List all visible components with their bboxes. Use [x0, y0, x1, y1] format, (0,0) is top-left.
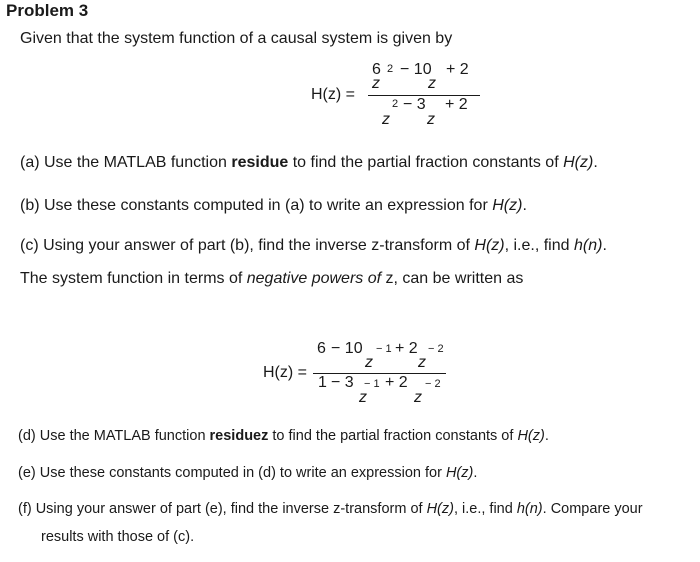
part-c-hz: H(z) — [474, 237, 505, 254]
eq1-num-b: − 10 — [400, 61, 432, 78]
part-f-hn: h(n) — [516, 501, 543, 517]
eq2-den-b: − 3 — [331, 374, 354, 391]
part-e-prefix: (e) Use these constants computed in (d) to write an expression for — [18, 465, 446, 481]
part-b — [20, 197, 527, 215]
eq1-den-a: − 3 — [403, 96, 426, 113]
eq2-num-z2: z — [418, 354, 426, 371]
eq2-num-a: 6 — [317, 340, 326, 357]
eq1-den-b: + 2 — [445, 96, 468, 113]
part-f-suffix: . Compare your — [542, 501, 643, 517]
part-a-prefix: (a) Use the MATLAB function — [20, 154, 232, 171]
part-c-prefix: (c) Using your answer of part (b), find the inverse z-transform of — [20, 237, 475, 254]
eq2-den-z1: z — [359, 389, 367, 406]
eq2-den-exp1: − 1 — [364, 378, 380, 390]
part-f-hz: H(z) — [426, 501, 454, 517]
negpow-prefix: The system function in terms of — [20, 270, 247, 287]
part-a-function: residue — [231, 154, 289, 171]
part-d-hz: H(z) — [517, 428, 545, 444]
part-e-end: . — [473, 465, 478, 481]
eq1-num-z1: z — [372, 75, 380, 92]
part-d-end: . — [544, 428, 549, 444]
part-e-hz: H(z) — [445, 465, 474, 481]
negpow-suffix: z, can be written as — [381, 270, 524, 287]
eq1-num-a: 6 — [372, 61, 381, 78]
part-b-hz: H(z) — [492, 197, 523, 214]
eq2-num-z1: z — [365, 354, 373, 371]
part-d-suffix: to find the partial fraction constants of — [268, 428, 518, 444]
part-c-hn: h(n) — [573, 237, 603, 254]
intro-text: Given that the system function of a causal system is given by — [20, 30, 453, 47]
part-a-end: . — [593, 154, 598, 171]
eq2-den-a: 1 — [318, 374, 327, 391]
eq1-den-z2: z — [427, 111, 435, 128]
part-c-end: . — [602, 237, 607, 254]
part-a — [20, 154, 598, 172]
part-d-prefix: (d) Use the MATLAB function — [18, 428, 210, 444]
eq2-den-c: + 2 — [385, 374, 408, 391]
eq2-den-z2: z — [414, 389, 422, 406]
eq2-num-exp1: − 1 — [376, 343, 392, 355]
eq1-den-exp: 2 — [392, 98, 399, 110]
part-e — [18, 465, 477, 481]
part-f-line2: results with those of (c). — [41, 529, 195, 545]
eq1-lhs: H(z) = — [311, 86, 355, 103]
negpow-italic: negative powers of — [246, 270, 382, 287]
eq1-num-c: + 2 — [446, 61, 469, 78]
part-d-function: residuez — [209, 428, 269, 444]
part-c-mid: , i.e., find — [504, 237, 574, 254]
eq1-den-z1: z — [382, 111, 390, 128]
part-c — [20, 237, 607, 255]
eq2-lhs: H(z) = — [263, 364, 307, 381]
problem-title: Problem 3 — [6, 1, 89, 20]
part-b-end: . — [522, 197, 527, 214]
part-a-suffix: to find the partial fraction constants of — [288, 154, 564, 171]
eq2-den-exp2: − 2 — [425, 378, 441, 390]
part-f-prefix: (f) Using your answer of part (e), find the inverse z-transform of — [18, 501, 427, 517]
part-a-hz: H(z) — [563, 154, 594, 171]
eq1-num-exp: 2 — [387, 63, 394, 75]
part-f — [18, 501, 643, 517]
eq1-num-z2: z — [428, 75, 436, 92]
eq2-num-c: + 2 — [395, 340, 418, 357]
part-d — [18, 428, 549, 444]
part-f-mid: , i.e., find — [453, 501, 517, 517]
negative-powers-text — [20, 270, 523, 288]
eq2-num-exp2: − 2 — [428, 343, 444, 355]
eq2-num-b: − 10 — [331, 340, 363, 357]
part-b-prefix: (b) Use these constants computed in (a) to write an expression for — [20, 197, 493, 214]
